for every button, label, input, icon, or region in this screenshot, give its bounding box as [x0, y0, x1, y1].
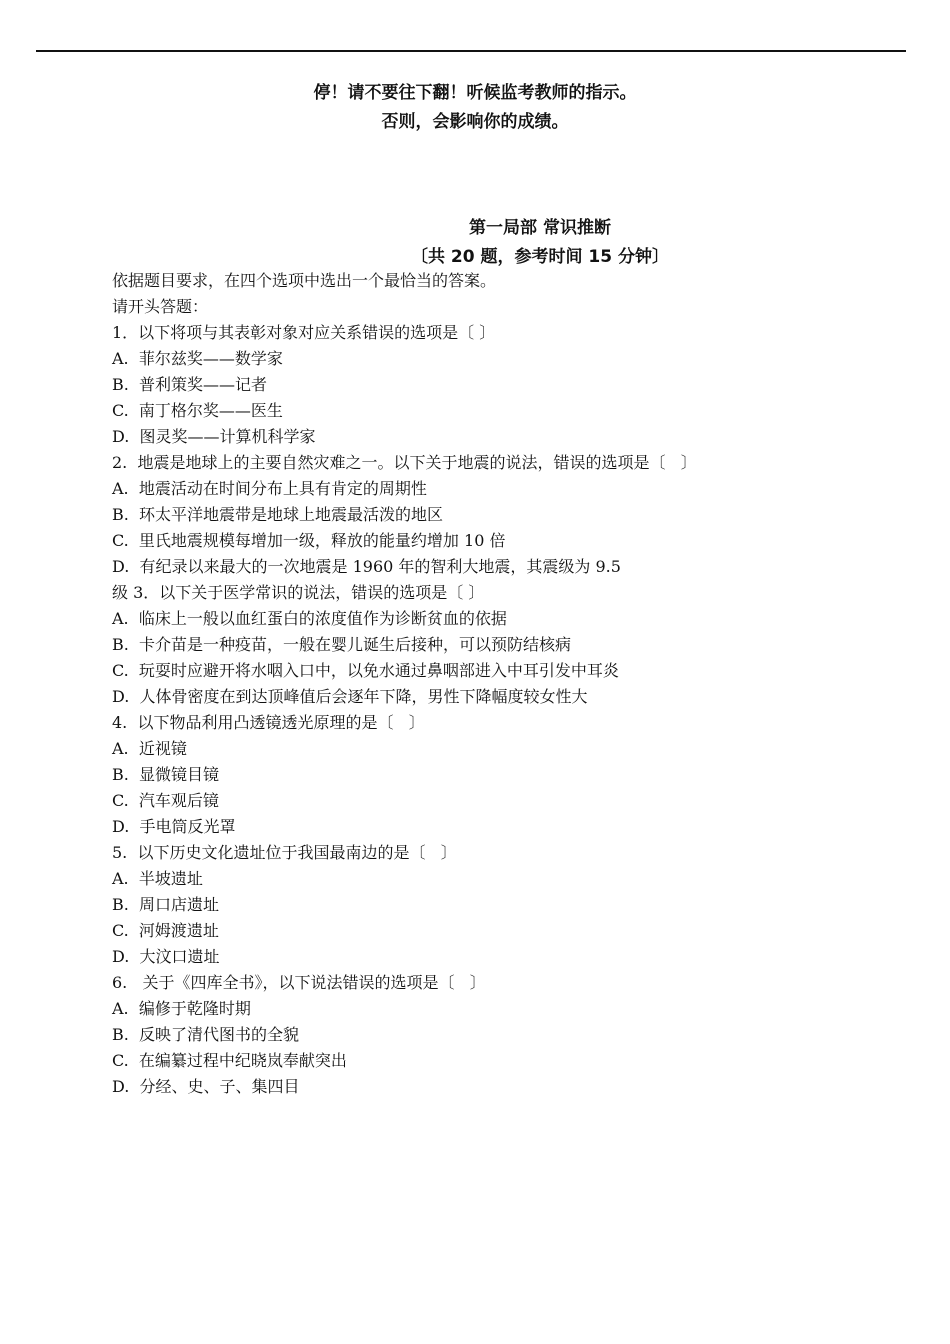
answer-option: B. 周口店遗址	[112, 895, 220, 914]
answer-option: B. 反映了清代图书的全貌	[112, 1025, 300, 1044]
answer-option: D. 大汶口遗址	[112, 947, 220, 966]
answer-option: C. 汽车观后镜	[112, 791, 219, 810]
answer-option: C. 里氏地震规模每增加一级，释放的能量约增加 10 倍	[112, 531, 506, 550]
question-stem: 级 3．以下关于医学常识的说法，错误的选项是〔 〕	[112, 583, 485, 602]
instruction-line: 依据题目要求，在四个选项中选出一个最恰当的答案。	[112, 271, 497, 290]
answer-option: C. 在编纂过程中纪晓岚奉献突出	[112, 1051, 347, 1070]
section-subtitle: 〔共 20 题，参考时间 15 分钟〕	[411, 247, 669, 267]
answer-option: D. 分经、史、子、集四目	[112, 1077, 300, 1096]
answer-option: D. 人体骨密度在到达顶峰值后会逐年下降，男性下降幅度较女性大	[112, 687, 588, 706]
answer-option: A. 近视镜	[112, 739, 187, 758]
question-stem: 5. 以下历史文化遗址位于我国最南边的是〔 〕	[112, 843, 457, 862]
top-rule	[36, 50, 906, 52]
answer-option: C. 河姆渡遗址	[112, 921, 219, 940]
answer-option: B. 普利策奖——记者	[112, 375, 268, 394]
answer-option: A. 地震活动在时间分布上具有肯定的周期性	[112, 479, 427, 498]
answer-option: D. 手电筒反光罩	[112, 817, 236, 836]
question-stem: 1．以下将项与其表彰对象对应关系错误的选项是〔 〕	[112, 323, 496, 342]
answer-option: C. 玩耍时应避开将水咽入口中，以免水通过鼻咽部进入中耳引发中耳炎	[112, 661, 619, 680]
question-stem: 2. 地震是地球上的主要自然灾难之一。以下关于地震的说法，错误的选项是〔 〕	[112, 453, 697, 472]
answer-option: A. 菲尔兹奖——数学家	[112, 349, 283, 368]
instruction-line: 请开头答题：	[112, 297, 209, 316]
answer-option: B. 显微镜目镜	[112, 765, 220, 784]
section-title: 第一局部 常识推断	[469, 218, 611, 238]
answer-option: A. 临床上一般以血红蛋白的浓度值作为诊断贫血的依据	[112, 609, 507, 628]
answer-option: A. 半坡遗址	[112, 869, 203, 888]
answer-option: B. 卡介苗是一种疫苗，一般在婴儿诞生后接种，可以预防结核病	[112, 635, 572, 654]
answer-option: D. 有纪录以来最大的一次地震是 1960 年的智利大地震，其震级为 9.5	[112, 557, 621, 576]
stop-notice: 停！请不要往下翻！听候监考教师的指示。	[313, 83, 637, 103]
stop-notice-consequence: 否则，会影响你的成绩。	[381, 112, 569, 132]
question-stem: 6. 关于《四库全书》，以下说法错误的选项是〔 〕	[112, 973, 486, 992]
answer-option: B. 环太平洋地震带是地球上地震最活泼的地区	[112, 505, 444, 524]
answer-option: A. 编修于乾隆时期	[112, 999, 251, 1018]
answer-option: C. 南丁格尔奖——医生	[112, 401, 283, 420]
question-stem: 4. 以下物品利用凸透镜透光原理的是〔 〕	[112, 713, 425, 732]
question-body	[112, 268, 912, 1100]
answer-option: D. 图灵奖——计算机科学家	[112, 427, 316, 446]
